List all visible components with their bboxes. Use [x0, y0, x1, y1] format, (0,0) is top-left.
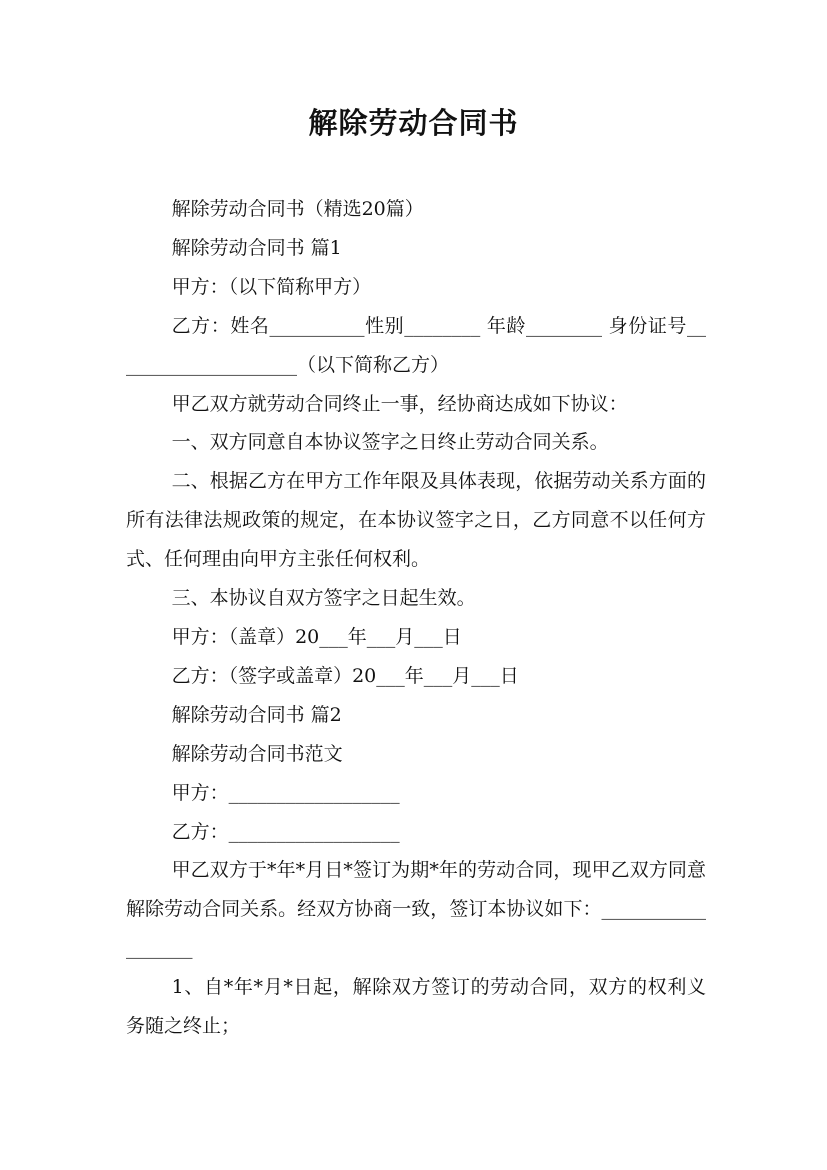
paragraph: 乙方：姓名__________性别________ 年龄________ 身份证号____________________（以下简称乙方）	[126, 314, 706, 376]
paragraph: 甲方：（以下简称甲方）	[171, 275, 372, 298]
paragraph: 1、自*年*月*日起，解除双方签订的劳动合同，双方的权利义务随之终止；	[126, 976, 706, 1038]
paragraph: 甲方：（盖章）20___年___月___日	[171, 625, 462, 648]
paragraph: 乙方：（签字或盖章）20___年___月___日	[171, 664, 519, 687]
paragraph: 三、本协议自双方签字之日起生效。	[171, 587, 476, 610]
paragraph: 解除劳动合同书 篇1	[171, 236, 342, 259]
paragraph: 二、根据乙方在甲方工作年限及具体表现，依据劳动关系方面的所有法律法规政策的规定，在本协议签字之日，乙方同意不以任何方式、任何理由向甲方主张任何权利。	[126, 470, 706, 571]
paragraph: 解除劳动合同书（精选20篇）	[171, 198, 424, 220]
document-title: 解除劳动合同书	[308, 106, 519, 140]
paragraph: 解除劳动合同书 篇2	[171, 703, 342, 726]
paragraph: 甲方：__________________	[171, 781, 400, 804]
paragraph: 甲乙双方就劳动合同终止一事，经协商达成如下协议：	[171, 392, 628, 415]
paragraph: 甲乙双方于*年*月日*签订为期*年的劳动合同，现甲乙双方同意解除劳动合同关系。经双方协商一致，签订本协议如下：__________________	[126, 859, 706, 960]
paragraph: 解除劳动合同书范文	[171, 742, 343, 765]
paragraph: 乙方：__________________	[171, 820, 400, 843]
paragraph: 一、双方同意自本协议签字之日终止劳动合同关系。	[171, 431, 609, 454]
document-body	[126, 190, 706, 1046]
